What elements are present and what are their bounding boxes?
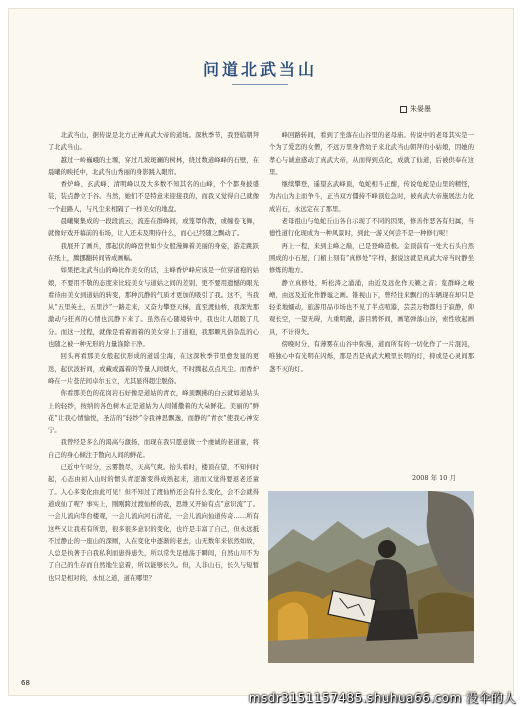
author-name: 朱晏墨: [410, 105, 431, 113]
article-date: 2008 年 10 月: [412, 474, 457, 482]
paragraph: 香炉峰、玄武峰、清明峰以及大多数不知其名的山峰，个个都身披盛装，装点静立于谷。当然，她们不是特意来迎接我的，而我又觉得自己就像一个赶路人，与凡尘来相隔了一样美女的地盘。: [48, 181, 259, 213]
paragraph: 我展开了画兵，那起伏的峰峦世如少女般漫舞着美丽的身姿，游走跳跃在纸上，腾挪翻转间皆成画幅。: [48, 242, 259, 262]
painter-photo-illustration: [268, 491, 474, 663]
paragraph: 老母祖山与龟蛇丘山各自示现了不同的因果，修善作恶各有归属，当德性道行化现成为一种风景时，到此一游又何尝不是一种修行呢！: [269, 218, 474, 238]
watermark-text: msdr3151157485.shuhua66.com 没伞的人: [248, 691, 516, 705]
page-number: 68: [21, 679, 30, 687]
right-text-column: [269, 130, 474, 460]
paragraph: 我曾经是多么的渴高与激扬，而现在我只愿意做一个虔诚的老道童，将自己的身心倾注于散向人间的鲜花。: [48, 439, 259, 459]
paragraph: 继续攀登，遥望玄武峰顶，龟蛇相斗正酣，传说龟蛇是山里的精怪，为古山为主而争斗，正当双方僵持不峰顶危急时，被真武大帝施展法力化成岩石，永远定在了那里。: [269, 181, 474, 213]
paragraph: 回头再看那美女般起伏形成的道谣尘海，在这深秋季节里愈发显的更迭，起伏波折间，或藏或露着的等量人间烟火，不时腾起点点凡尘。而香炉峰在一片苍茫间卓尔玉立，尤其显得超尘脱俗。: [48, 353, 259, 385]
article-title: 问道北武当山: [202, 60, 317, 79]
paragraph: 晨曦聚集成的一段段流云，流连在群峰间，或笼罩你散，或缠卷飞舞，就像好戏开幕前的布场，让人还未及期待什么，而心已经随之飘动了。: [48, 218, 259, 238]
paragraph: 越过一岭巍峨的土塬，穿过几坡斑斓的树林，绕过数道峰峰的石壁，在晨曦的映托中，北武当山秀丽的身影跳入眼帘。: [48, 156, 259, 176]
author-line: [400, 104, 431, 114]
paragraph: 你看那美色的花岗岩石好像是道姑的青衣，峰顶飘拂的白云就如道姑头上的轻纱，按纳的各色树木正是道姑为人间铺撒着的大朵鲜花。美丽的“鲜花”让我心情愉悦，圣洁的“轻纱”令我神思飘逸，而静的“青衣”使我心神安宁。: [48, 390, 259, 435]
article-photo: [268, 491, 474, 663]
paragraph: 再上一程，来到主峰之巅，已是登峰造极。金顶前有一处大石头自然围成的小石屋，门楣上刻有“真修处”字样，据说这就是真武大帝当时静坐修炼的地方。: [269, 242, 474, 275]
paragraph: 北武当山，据传说是北方正神真武大帝的道场。深秋季节，我登临朝拜了北武当山。: [48, 132, 259, 152]
paragraph: 如果把北武当山的峰比作美女的话，主峰香炉峰应该是一位穿道袍的姑娘，不要用不敬的态度来比较美女与道姑之间的差别，更不要用遗憾的眼光看待由美女到道姑的转变，那种沉静的气质才更加的吸引了我。这不，当我从“五里英土，五里沙”一路走来，又奋力攀登天梯，直至渡仙桥，我深先那激动与狂喜的心情也沉静下来了。虽然在心随境转中，我也让人超脱了几分。而这一过程，就像是看着面着的美女穿上了道袍，我那颗凡俗杂乱的心也随之被一种无形的力量涤除干净。: [48, 267, 259, 349]
title-underline: [232, 84, 288, 85]
paragraph: 静立真修处，听松涛之涌涌，由近及远化作天籁之音；览群峰之峻嶒，由远及近化作静谧之画。锥视山下，曾经往来飘行的车辆现在却只是轻柔地蠕动，旅游用品市场也不见了半点喧嚣，芸芸万物都归于寂静，仰观长空，一望无碍，九重明澈，游目骋怀间，画笔弹落山谷，索性收起画具，不计得失。: [269, 279, 474, 336]
author-box-icon: [400, 106, 407, 113]
left-text-column: [48, 130, 259, 665]
paragraph: 傍晚时分，有薄雾在山谷中弥漫，道而所有的一切化作了一片混沌，唯独心中有光明在闪烁，那是否是真武大殿里长明的灯，抑或是心灵间那盏不灭的灯。: [269, 341, 474, 373]
paragraph: 峰回路转间，看到了坐落在山谷里的老母庙。传说中的老母其实是一个为了爱恋的女僧，不远万里身背幼子来北武当山朝拜的小姑娘，因她的孝心与诚意感动了真武大帝，从而得到点化，成就了仙道，后被供奉在这里。: [269, 132, 474, 176]
paragraph: 已近中午时分，云雾散尽，天高气爽。抬头看时，楼顶在望，不知何时起，心态由初入山时的惯头青涩渐变得成熟起来，道而又觉得要返老还童了。人心多变化由此可见！但不知过了渡仙桥还会有什么变化，会不会就得道成仙了呢？事实上，刚刚跨过渡仙桥的我，思维又开始有点“意识流”了。一会儿流向华台楼观，一会儿流向河石清花，一会儿流向仙道传奇……所有这些又让我若有所思，很多很多意识的变化，也许是丰富了自己，但永远抵不过静止的一座山的深厕，人在变化中逐渐的老去，山无数年来依然如故，人总是执著于自我私利而患得患失，所以常失足德荡于瞬间，自然山川不为了自己的生存而自然地生息着，所以能够长久。但，人非山石，长久与短暂也只是相对的，永恒之道，道在哪里？: [48, 464, 259, 582]
